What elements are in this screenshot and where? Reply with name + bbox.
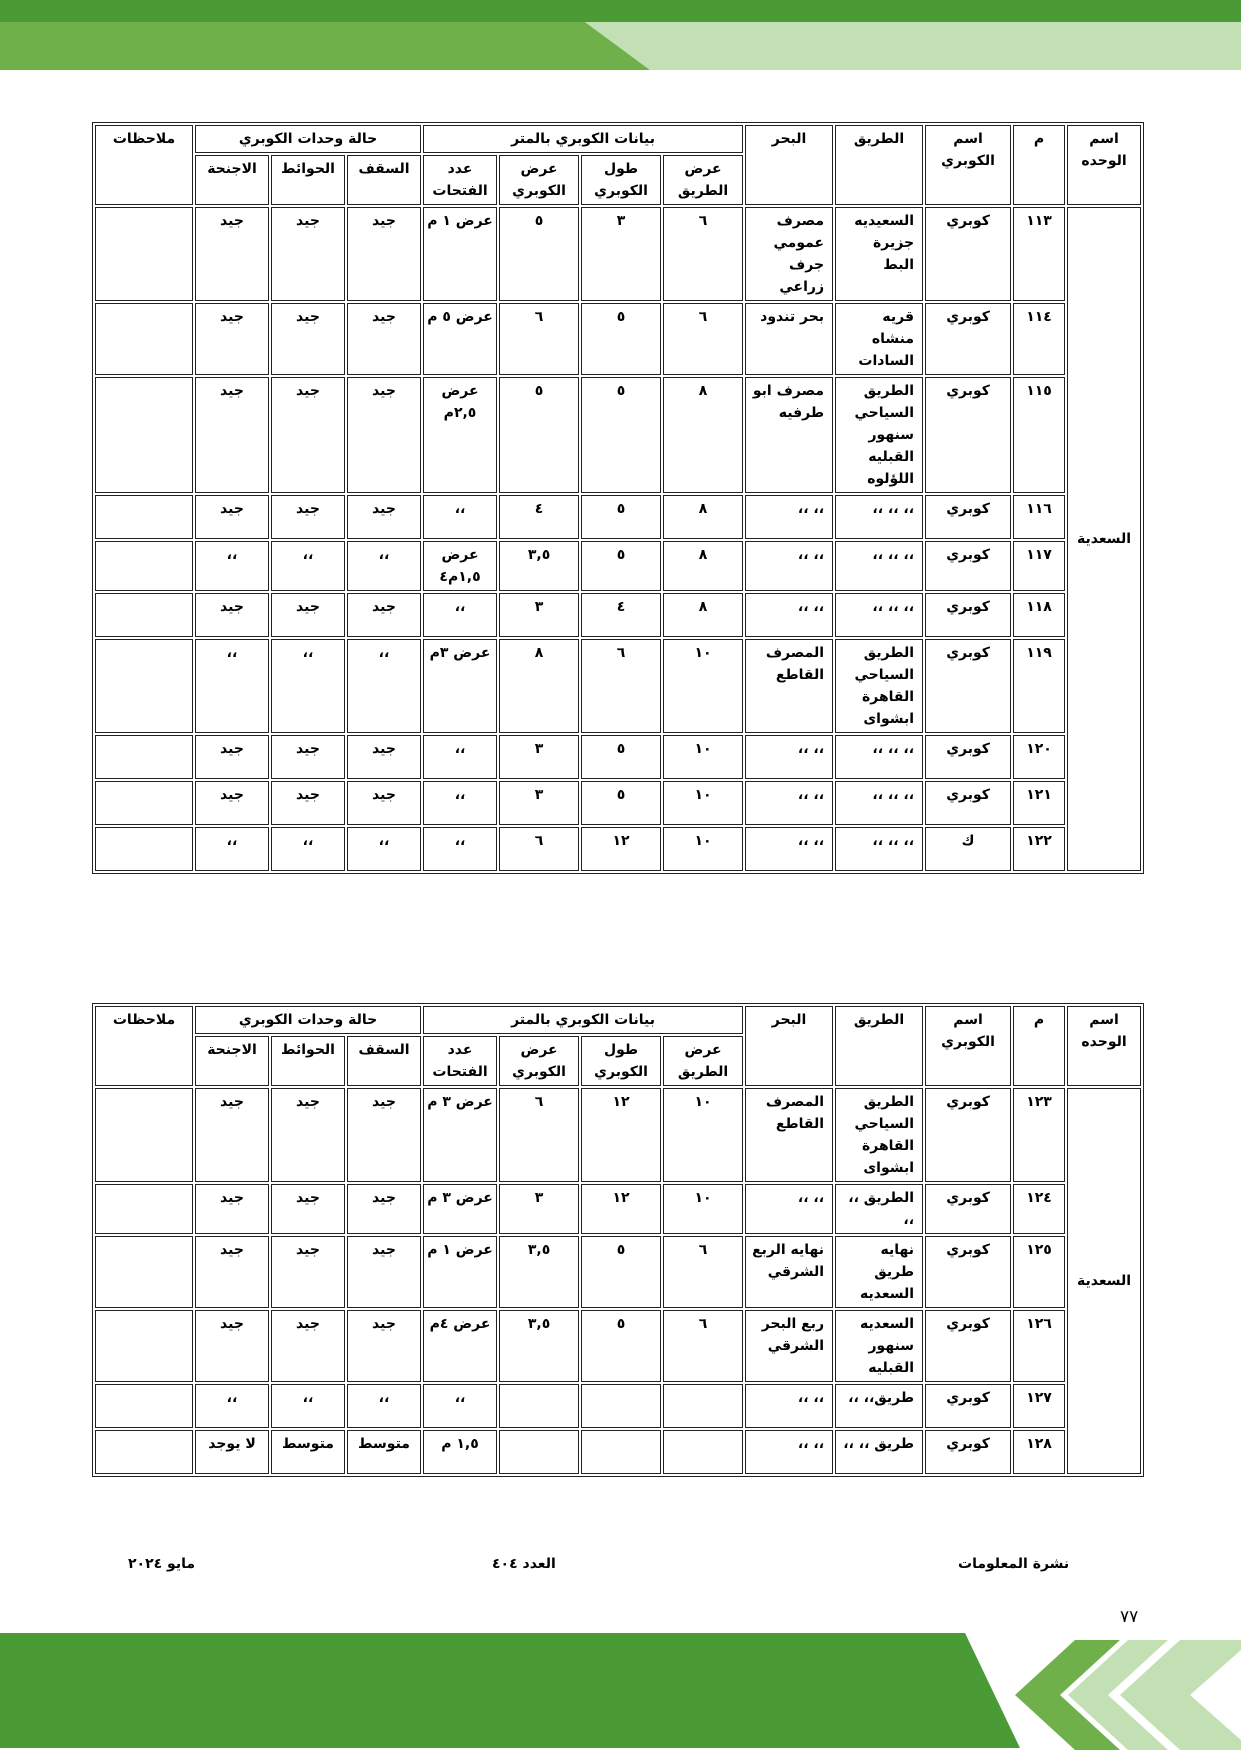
- wings-cell: ،،: [195, 1384, 269, 1428]
- road-cell: ،، ،، ،،: [835, 593, 923, 637]
- table-row: [95, 207, 1141, 301]
- wings-cell: ،،: [195, 639, 269, 733]
- road-width-cell: ٦: [663, 1310, 743, 1382]
- header-bridge-length: طول الكوبري: [581, 1036, 661, 1086]
- roof-cell: جيد: [347, 303, 421, 375]
- openings-cell: عرض ٣ م: [423, 1088, 497, 1182]
- openings-cell: عرض ٢,٥م: [423, 377, 497, 493]
- road-width-cell: ٦: [663, 207, 743, 301]
- header-bridge-width: عرض الكوبري: [499, 1036, 579, 1086]
- table-row: [95, 1236, 1141, 1308]
- sea-cell: مصرف عمومي جرف زراعي: [745, 207, 833, 301]
- top-banner: [0, 0, 1241, 72]
- notes-cell: [95, 303, 193, 375]
- bridge-name: كوبري: [925, 207, 1011, 301]
- road-width-cell: ٦: [663, 303, 743, 375]
- road-width-cell: ٨: [663, 541, 743, 591]
- notes-cell: [95, 1184, 193, 1234]
- row-number: ١١٣: [1013, 207, 1065, 301]
- openings-cell: ١,٥ م: [423, 1430, 497, 1474]
- road-cell: السعديه سنهور القبليه: [835, 1310, 923, 1382]
- openings-cell: عرض ٥ م: [423, 303, 497, 375]
- wings-cell: جيد: [195, 1310, 269, 1382]
- header-roof: السقف: [347, 155, 421, 205]
- walls-cell: ،،: [271, 541, 345, 591]
- header-condition-group: حالة وحدات الكوبري: [195, 1006, 421, 1034]
- sea-cell: ،، ،،: [745, 827, 833, 871]
- road-cell: الطريق السياحي القاهرة ابشواى: [835, 1088, 923, 1182]
- walls-cell: جيد: [271, 735, 345, 779]
- walls-cell: جيد: [271, 1184, 345, 1234]
- walls-cell: جيد: [271, 1088, 345, 1182]
- road-cell: السعيديه جزيرة البط: [835, 207, 923, 301]
- wings-cell: ،،: [195, 827, 269, 871]
- bridge-name: كوبري: [925, 639, 1011, 733]
- bridge-name: كوبري: [925, 541, 1011, 591]
- road-width-cell: ٨: [663, 593, 743, 637]
- roof-cell: جيد: [347, 1088, 421, 1182]
- row-number: ١١٦: [1013, 495, 1065, 539]
- header-road: الطريق: [835, 1006, 923, 1086]
- sea-cell: ،، ،،: [745, 735, 833, 779]
- table-row: [95, 735, 1141, 779]
- roof-cell: جيد: [347, 593, 421, 637]
- roof-cell: جيد: [347, 1310, 421, 1382]
- road-cell: ،، ،، ،،: [835, 827, 923, 871]
- table-row: [95, 1088, 1141, 1182]
- header-walls: الحوائط: [271, 155, 345, 205]
- bridge-name: كوبري: [925, 1184, 1011, 1234]
- notes-cell: [95, 207, 193, 301]
- row-number: ١٢٥: [1013, 1236, 1065, 1308]
- notes-cell: [95, 735, 193, 779]
- bridge-name: كوبري: [925, 735, 1011, 779]
- table-row: [95, 495, 1141, 539]
- bridge-name: كوبري: [925, 1088, 1011, 1182]
- openings-cell: عرض ٤م: [423, 1310, 497, 1382]
- bridge-width-cell: ٣: [499, 781, 579, 825]
- header-data-group: بيانات الكوبري بالمتر: [423, 1006, 743, 1034]
- bridge-name: كوبري: [925, 1384, 1011, 1428]
- row-number: ١١٧: [1013, 541, 1065, 591]
- road-cell: طريق،، ،،: [835, 1384, 923, 1428]
- road-cell: الطريق ،، ،،: [835, 1184, 923, 1234]
- notes-cell: [95, 639, 193, 733]
- roof-cell: جيد: [347, 1236, 421, 1308]
- road-width-cell: ١٠: [663, 735, 743, 779]
- table-row: [95, 1430, 1141, 1474]
- header-road: الطريق: [835, 125, 923, 205]
- road-width-cell: ١٠: [663, 1184, 743, 1234]
- notes-cell: [95, 1430, 193, 1474]
- footer-issue: العدد ٤٠٤: [492, 1556, 556, 1572]
- row-number: ١٢٦: [1013, 1310, 1065, 1382]
- bridge-name: كوبري: [925, 1236, 1011, 1308]
- openings-cell: عرض ٣م: [423, 639, 497, 733]
- bridge-length-cell: ٣: [581, 207, 661, 301]
- table-row: [95, 377, 1141, 493]
- footer-publication: نشرة المعلومات: [958, 1556, 1070, 1572]
- bridge-width-cell: ٣,٥: [499, 1236, 579, 1308]
- roof-cell: جيد: [347, 377, 421, 493]
- header-unit-name: اسم الوحده: [1067, 125, 1141, 205]
- walls-cell: جيد: [271, 1310, 345, 1382]
- sea-cell: المصرف القاطع: [745, 1088, 833, 1182]
- sea-cell: ،، ،،: [745, 593, 833, 637]
- row-number: ١٢٤: [1013, 1184, 1065, 1234]
- bridge-width-cell: ٥: [499, 207, 579, 301]
- sea-cell: نهايه الربع الشرقي: [745, 1236, 833, 1308]
- row-number: ١٢٨: [1013, 1430, 1065, 1474]
- header-num: م: [1013, 125, 1065, 205]
- wings-cell: جيد: [195, 781, 269, 825]
- bridges-table-1: [92, 122, 1142, 874]
- bridge-name: كوبري: [925, 303, 1011, 375]
- bridge-width-cell: ٣: [499, 593, 579, 637]
- bridge-length-cell: ٥: [581, 1310, 661, 1382]
- bridge-width-cell: ٤: [499, 495, 579, 539]
- header-data-group: بيانات الكوبري بالمتر: [423, 125, 743, 153]
- row-number: ١١٩: [1013, 639, 1065, 733]
- road-cell: طريق ،، ،،: [835, 1430, 923, 1474]
- table-row: [95, 1310, 1141, 1382]
- bridge-name: كوبري: [925, 593, 1011, 637]
- header-wings: الاجنحة: [195, 155, 269, 205]
- road-width-cell: ١٠: [663, 1088, 743, 1182]
- header-bridge-width: عرض الكوبري: [499, 155, 579, 205]
- wings-cell: جيد: [195, 303, 269, 375]
- bridge-length-cell: ٤: [581, 593, 661, 637]
- sea-cell: ،، ،،: [745, 1430, 833, 1474]
- road-width-cell: ١٠: [663, 781, 743, 825]
- walls-cell: جيد: [271, 1236, 345, 1308]
- road-cell: الطريق السياحي سنهور القبليه اللؤلوه: [835, 377, 923, 493]
- bridge-length-cell: ٥: [581, 781, 661, 825]
- openings-cell: عرض ١ م: [423, 207, 497, 301]
- bridge-width-cell: [499, 1430, 579, 1474]
- road-width-cell: [663, 1430, 743, 1474]
- bridge-name: كوبري: [925, 781, 1011, 825]
- wings-cell: لا يوجد: [195, 1430, 269, 1474]
- sea-cell: ،، ،،: [745, 781, 833, 825]
- header-sea: البحر: [745, 125, 833, 205]
- roof-cell: ،،: [347, 541, 421, 591]
- table-row: [95, 639, 1141, 733]
- header-notes: ملاحظات: [95, 1006, 193, 1086]
- header-openings: عدد الفتحات: [423, 1036, 497, 1086]
- bridge-name: كوبري: [925, 377, 1011, 493]
- notes-cell: [95, 593, 193, 637]
- roof-cell: جيد: [347, 207, 421, 301]
- header-walls: الحوائط: [271, 1036, 345, 1086]
- table-row: [95, 593, 1141, 637]
- roof-cell: ،،: [347, 1384, 421, 1428]
- notes-cell: [95, 1088, 193, 1182]
- row-number: ١٢٧: [1013, 1384, 1065, 1428]
- roof-cell: جيد: [347, 1184, 421, 1234]
- bridge-width-cell: ٣: [499, 1184, 579, 1234]
- wings-cell: جيد: [195, 735, 269, 779]
- walls-cell: جيد: [271, 377, 345, 493]
- openings-cell: ،،: [423, 827, 497, 871]
- walls-cell: متوسط: [271, 1430, 345, 1474]
- wings-cell: جيد: [195, 377, 269, 493]
- header-wings: الاجنحة: [195, 1036, 269, 1086]
- road-width-cell: ٨: [663, 377, 743, 493]
- table-row: [95, 781, 1141, 825]
- table-row: [95, 1384, 1141, 1428]
- bottom-banner: [0, 1630, 1241, 1755]
- bridge-width-cell: ٦: [499, 1088, 579, 1182]
- bridge-width-cell: ٣,٥: [499, 1310, 579, 1382]
- wings-cell: جيد: [195, 495, 269, 539]
- row-number: ١٢٣: [1013, 1088, 1065, 1182]
- bridge-length-cell: ٥: [581, 541, 661, 591]
- wings-cell: جيد: [195, 207, 269, 301]
- walls-cell: جيد: [271, 593, 345, 637]
- openings-cell: ،،: [423, 735, 497, 779]
- wings-cell: ،،: [195, 541, 269, 591]
- header-sea: البحر: [745, 1006, 833, 1086]
- wings-cell: جيد: [195, 1088, 269, 1182]
- road-cell: ،، ،، ،،: [835, 495, 923, 539]
- table-row: [95, 541, 1141, 591]
- bridge-width-cell: ٥: [499, 377, 579, 493]
- sea-cell: ،، ،،: [745, 495, 833, 539]
- road-cell: ،، ،، ،،: [835, 735, 923, 779]
- row-number: ١٢٠: [1013, 735, 1065, 779]
- roof-cell: ،،: [347, 827, 421, 871]
- bridge-length-cell: ٥: [581, 495, 661, 539]
- header-road-width: عرض الطريق: [663, 1036, 743, 1086]
- bridge-length-cell: ١٢: [581, 827, 661, 871]
- bridge-name: كوبري: [925, 1310, 1011, 1382]
- footer-date: مايو ٢٠٢٤: [128, 1556, 196, 1572]
- road-cell: ،، ،، ،،: [835, 781, 923, 825]
- header-roof: السقف: [347, 1036, 421, 1086]
- bridge-length-cell: [581, 1430, 661, 1474]
- notes-cell: [95, 1236, 193, 1308]
- header-openings: عدد الفتحات: [423, 155, 497, 205]
- notes-cell: [95, 377, 193, 493]
- bridge-width-cell: ٨: [499, 639, 579, 733]
- notes-cell: [95, 1310, 193, 1382]
- openings-cell: ،،: [423, 593, 497, 637]
- road-cell: ،، ،، ،،: [835, 541, 923, 591]
- walls-cell: ،،: [271, 827, 345, 871]
- table-row: [95, 827, 1141, 871]
- bridge-name: ك: [925, 827, 1011, 871]
- openings-cell: ،،: [423, 1384, 497, 1428]
- sea-cell: ،، ،،: [745, 1184, 833, 1234]
- road-width-cell: ١٠: [663, 639, 743, 733]
- wings-cell: جيد: [195, 1236, 269, 1308]
- openings-cell: ،،: [423, 495, 497, 539]
- walls-cell: ،،: [271, 1384, 345, 1428]
- road-width-cell: [663, 1384, 743, 1428]
- bridge-name: كوبري: [925, 1430, 1011, 1474]
- header-notes: ملاحظات: [95, 125, 193, 205]
- bridge-width-cell: ٦: [499, 303, 579, 375]
- roof-cell: جيد: [347, 735, 421, 779]
- row-number: ١١٥: [1013, 377, 1065, 493]
- bridge-width-cell: [499, 1384, 579, 1428]
- header-bridge-name: اسم الكوبري: [925, 125, 1011, 205]
- roof-cell: جيد: [347, 495, 421, 539]
- header-unit-name: اسم الوحده: [1067, 1006, 1141, 1086]
- openings-cell: عرض ١ م: [423, 1236, 497, 1308]
- bridge-name: كوبري: [925, 495, 1011, 539]
- bridge-length-cell: ١٢: [581, 1088, 661, 1182]
- roof-cell: ،،: [347, 639, 421, 733]
- bridge-width-cell: ٣,٥: [499, 541, 579, 591]
- unit-name-cell: السعدية: [1067, 207, 1141, 871]
- row-number: ١٢١: [1013, 781, 1065, 825]
- notes-cell: [95, 1384, 193, 1428]
- openings-cell: عرض ٣ م: [423, 1184, 497, 1234]
- openings-cell: ،،: [423, 781, 497, 825]
- bridge-length-cell: [581, 1384, 661, 1428]
- row-number: ١٢٢: [1013, 827, 1065, 871]
- sea-cell: بحر تندود: [745, 303, 833, 375]
- header-bridge-name: اسم الكوبري: [925, 1006, 1011, 1086]
- sea-cell: ،، ،،: [745, 541, 833, 591]
- walls-cell: جيد: [271, 207, 345, 301]
- unit-name-cell: السعدية: [1067, 1088, 1141, 1474]
- walls-cell: جيد: [271, 495, 345, 539]
- walls-cell: جيد: [271, 303, 345, 375]
- header-road-width: عرض الطريق: [663, 155, 743, 205]
- bridge-length-cell: ٥: [581, 303, 661, 375]
- notes-cell: [95, 827, 193, 871]
- header-num: م: [1013, 1006, 1065, 1086]
- road-width-cell: ٦: [663, 1236, 743, 1308]
- row-number: ١١٤: [1013, 303, 1065, 375]
- walls-cell: ،،: [271, 639, 345, 733]
- notes-cell: [95, 541, 193, 591]
- bridge-length-cell: ٦: [581, 639, 661, 733]
- walls-cell: جيد: [271, 781, 345, 825]
- row-number: ١١٨: [1013, 593, 1065, 637]
- bridge-length-cell: ١٢: [581, 1184, 661, 1234]
- notes-cell: [95, 781, 193, 825]
- wings-cell: جيد: [195, 1184, 269, 1234]
- header-condition-group: حالة وحدات الكوبري: [195, 125, 421, 153]
- header-bridge-length: طول الكوبري: [581, 155, 661, 205]
- roof-cell: متوسط: [347, 1430, 421, 1474]
- road-cell: نهايه طريق السعديه: [835, 1236, 923, 1308]
- table-row: [95, 303, 1141, 375]
- openings-cell: عرض ١,٥م٤: [423, 541, 497, 591]
- road-cell: قريه منشاه السادات: [835, 303, 923, 375]
- bridge-length-cell: ٥: [581, 1236, 661, 1308]
- sea-cell: المصرف القاطع: [745, 639, 833, 733]
- road-cell: الطريق السياحي القاهرة ابشواى: [835, 639, 923, 733]
- wings-cell: جيد: [195, 593, 269, 637]
- bridges-table-2: [92, 1003, 1142, 1477]
- sea-cell: ربع البحر الشرقي: [745, 1310, 833, 1382]
- road-width-cell: ١٠: [663, 827, 743, 871]
- bridge-width-cell: ٣: [499, 735, 579, 779]
- bridge-length-cell: ٥: [581, 735, 661, 779]
- page-number: ٧٧: [1120, 1607, 1139, 1627]
- roof-cell: جيد: [347, 781, 421, 825]
- sea-cell: ،، ،،: [745, 1384, 833, 1428]
- bridge-width-cell: ٦: [499, 827, 579, 871]
- sea-cell: مصرف ابو طرفيه: [745, 377, 833, 493]
- bridge-length-cell: ٥: [581, 377, 661, 493]
- notes-cell: [95, 495, 193, 539]
- table-row: [95, 1184, 1141, 1234]
- road-width-cell: ٨: [663, 495, 743, 539]
